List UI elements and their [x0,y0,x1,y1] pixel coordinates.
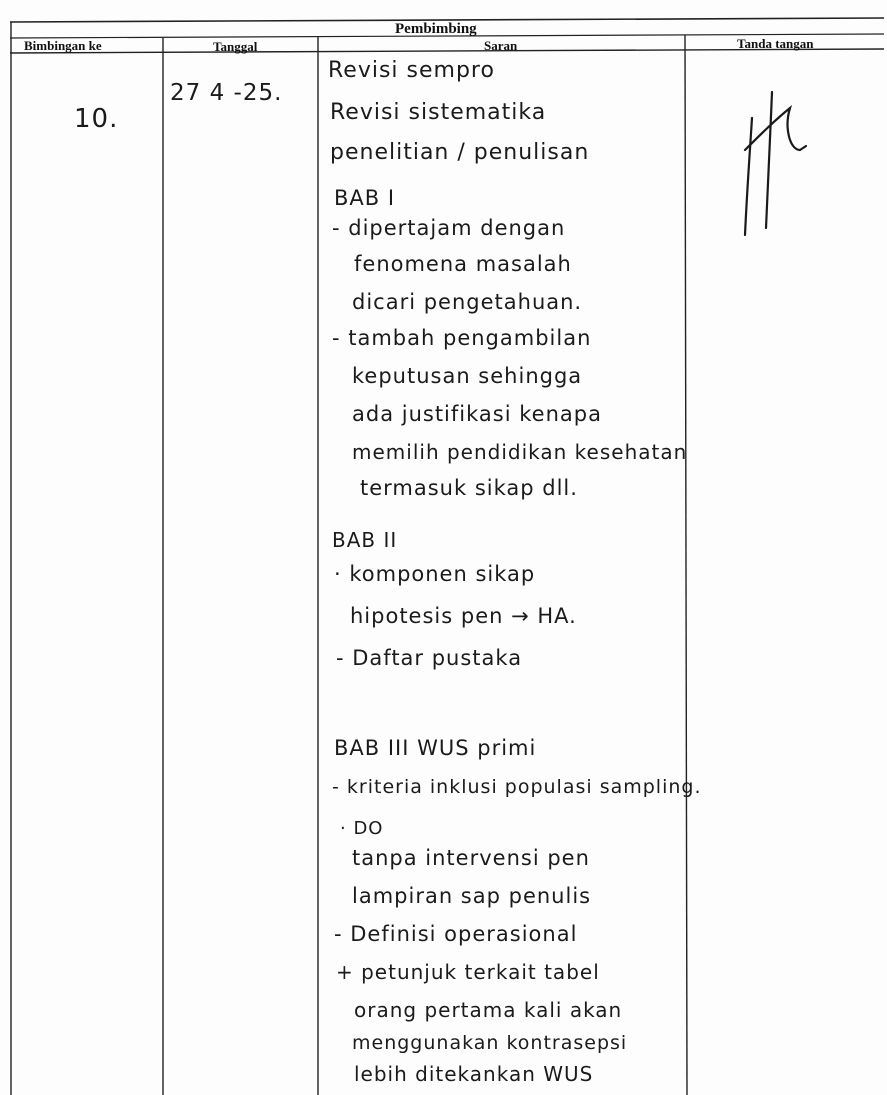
entry-number: 10. [74,104,119,134]
header-saran: Saran [484,38,518,53]
note-line: - Daftar pustaka [336,646,523,670]
note-line: tanpa intervensi pen [352,846,590,870]
note-line: - Definisi operasional [334,922,578,946]
note-line: Revisi sistematika [330,100,547,125]
note-line: ada justifikasi kenapa [352,402,602,426]
header-bimbingan-ke: Bimbingan ke [24,38,102,53]
note-line: fenomena masalah [354,252,572,276]
entry-date: 27 4 -25. [170,80,283,106]
header-tanda-tangan: Tanda tangan [737,36,814,51]
note-line: keputusan sehingga [352,364,583,388]
note-line: · DO [340,818,384,839]
note-line: lebih ditekankan WUS [354,1062,594,1086]
note-line: BAB I [334,186,396,210]
note-line: · komponen sikap [334,562,536,586]
note-line: hipotesis pen → HA. [350,604,577,628]
note-line: + petunjuk terkait tabel [336,960,600,984]
note-line: dicari pengetahuan. [352,290,583,314]
header-tanggal: Tanggal [213,39,258,54]
note-line: lampiran sap penulis [352,884,592,908]
note-line: - tambah pengambilan [332,326,592,350]
note-line: penelitian / penulisan [330,140,590,165]
note-line: termasuk sikap dll. [360,476,578,500]
note-line: BAB III WUS primi [334,736,537,760]
note-line: menggunakan kontrasepsi [352,1032,628,1054]
header-pembimbing: Pembimbing [395,21,477,37]
signature-mark [745,92,806,235]
note-line: Revisi sempro [328,58,495,83]
note-line: memilih pendidikan kesehatan [352,440,688,464]
note-line: - dipertajam dengan [332,216,566,240]
note-line: orang pertama kali akan [354,998,623,1022]
note-line: BAB II [332,528,398,552]
note-line: - kriteria inklusi populasi sampling. [332,776,702,798]
